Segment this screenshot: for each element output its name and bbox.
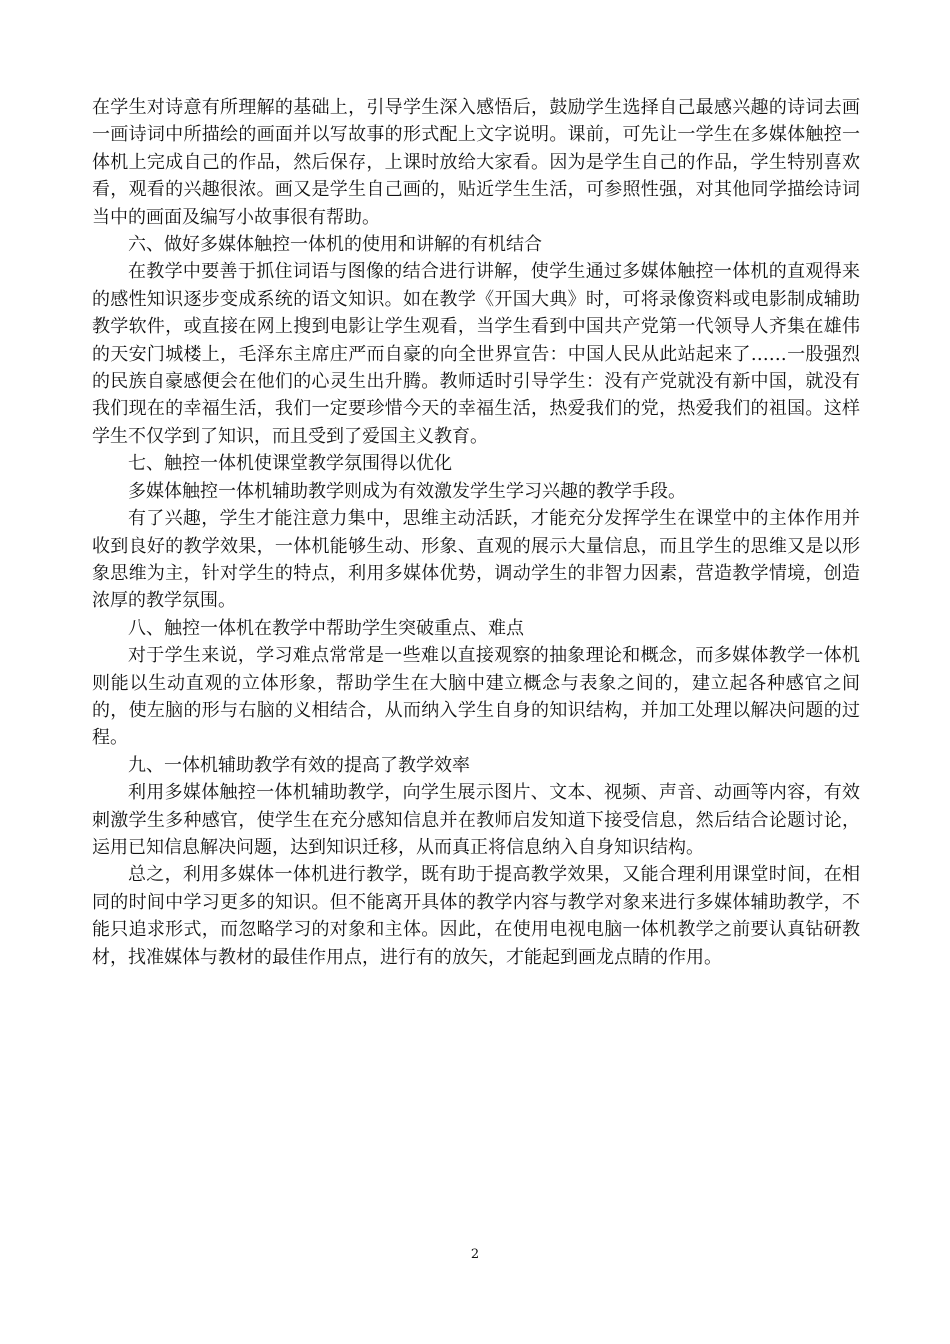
paragraph-section-7-b: 有了兴趣，学生才能注意力集中，思维主动活跃，才能充分发挥学生在课堂中的主体作用并收到良好的教学效果，一体机能够生动、形象、直观的展示大量信息，而且学生的思维又是以形象思维为主，针对学生的特点，利用多媒体优势，调动学生的非智力因素，营造教学情境，创造浓厚的教学氛围。 — [92, 508, 860, 612]
paragraph-continuation: 在学生对诗意有所理解的基础上，引导学生深入感悟后，鼓励学生选择自己最感兴趣的诗词去画一画诗词中所描绘的画面并以写故事的形式配上文字说明。课前，可先让一学生在多媒体触控一体机上完成自己的作品，然后保存，上课时放给大家看。因为是学生自己的作品，学生特别喜欢看，观看的兴趣很浓。画又是学生自己画的，贴近学生生活，可参照性强，对其他同学描绘诗词当中的画面及编写小故事很有帮助。 — [92, 97, 860, 228]
paragraph-conclusion: 总之，利用多媒体一体机进行教学，既有助于提高教学效果，又能合理利用课堂时间，在相同的时间中学习更多的知识。但不能离开具体的教学内容与教学对象来进行多媒体辅助教学，不能只追求形式，而忽略学习的对象和主体。因此，在使用电视电脑一体机教学之前要认真钻研教材，找准媒体与教材的最佳作用点，进行有的放矢，才能起到画龙点睛的作用。 — [92, 864, 860, 968]
paragraph-section-6: 在教学中要善于抓住词语与图像的结合进行讲解，使学生通过多媒体触控一体机的直观得来的感性知识逐步变成系统的语文知识。如在教学《开国大典》时，可将录像资料或电影制成辅助教学软件，或直接在网上搜到电影让学生观看，当学生看到中国共产党第一代领导人齐集在雄伟的天安门城楼上，毛泽东主席庄严而自豪的向全世界宣告：中国人民从此站起来了……一股强烈的民族自豪感便会在他们的心灵生出升腾。教师适时引导学生：没有产党就没有新中国，就没有我们现在的幸福生活，我们一定要珍惜今天的幸福生活，热爱我们的党，热爱我们的祖国。这样学生不仅学到了知识，而且受到了爱国主义教育。 — [92, 261, 860, 447]
section-heading-9: 九、一体机辅助教学有效的提高了教学效率 — [128, 754, 470, 776]
section-heading-6: 六、做好多媒体触控一体机的使用和讲解的有机结合 — [128, 234, 542, 256]
paragraph-section-9: 利用多媒体触控一体机辅助教学，向学生展示图片、文本、视频、声音、动画等内容，有效刺激学生多种感官，使学生在充分感知信息并在教师启发知道下接受信息，然后结合论题讨论，运用已知信息解决问题，达到知识迁移，从而真正将信息纳入自身知识结构。 — [92, 782, 860, 858]
section-heading-8: 八、触控一体机在教学中帮助学生突破重点、难点 — [128, 617, 524, 639]
document-body — [92, 94, 860, 971]
section-heading-7: 七、触控一体机使课堂教学氛围得以优化 — [128, 453, 452, 475]
paragraph-section-8: 对于学生来说，学习难点常常是一些难以直接观察的抽象理论和概念，而多媒体教学一体机则能以生动直观的立体形象，帮助学生在大脑中建立概念与表象之间的，建立起各种感官之间的，使左脑的形与右脑的义相结合，从而纳入学生自身的知识结构，并加工处理以解决问题的过程。 — [92, 645, 860, 749]
page-number: 2 — [470, 1247, 480, 1262]
paragraph-section-7-a: 多媒体触控一体机辅助教学则成为有效激发学生学习兴趣的教学手段。 — [128, 480, 686, 502]
